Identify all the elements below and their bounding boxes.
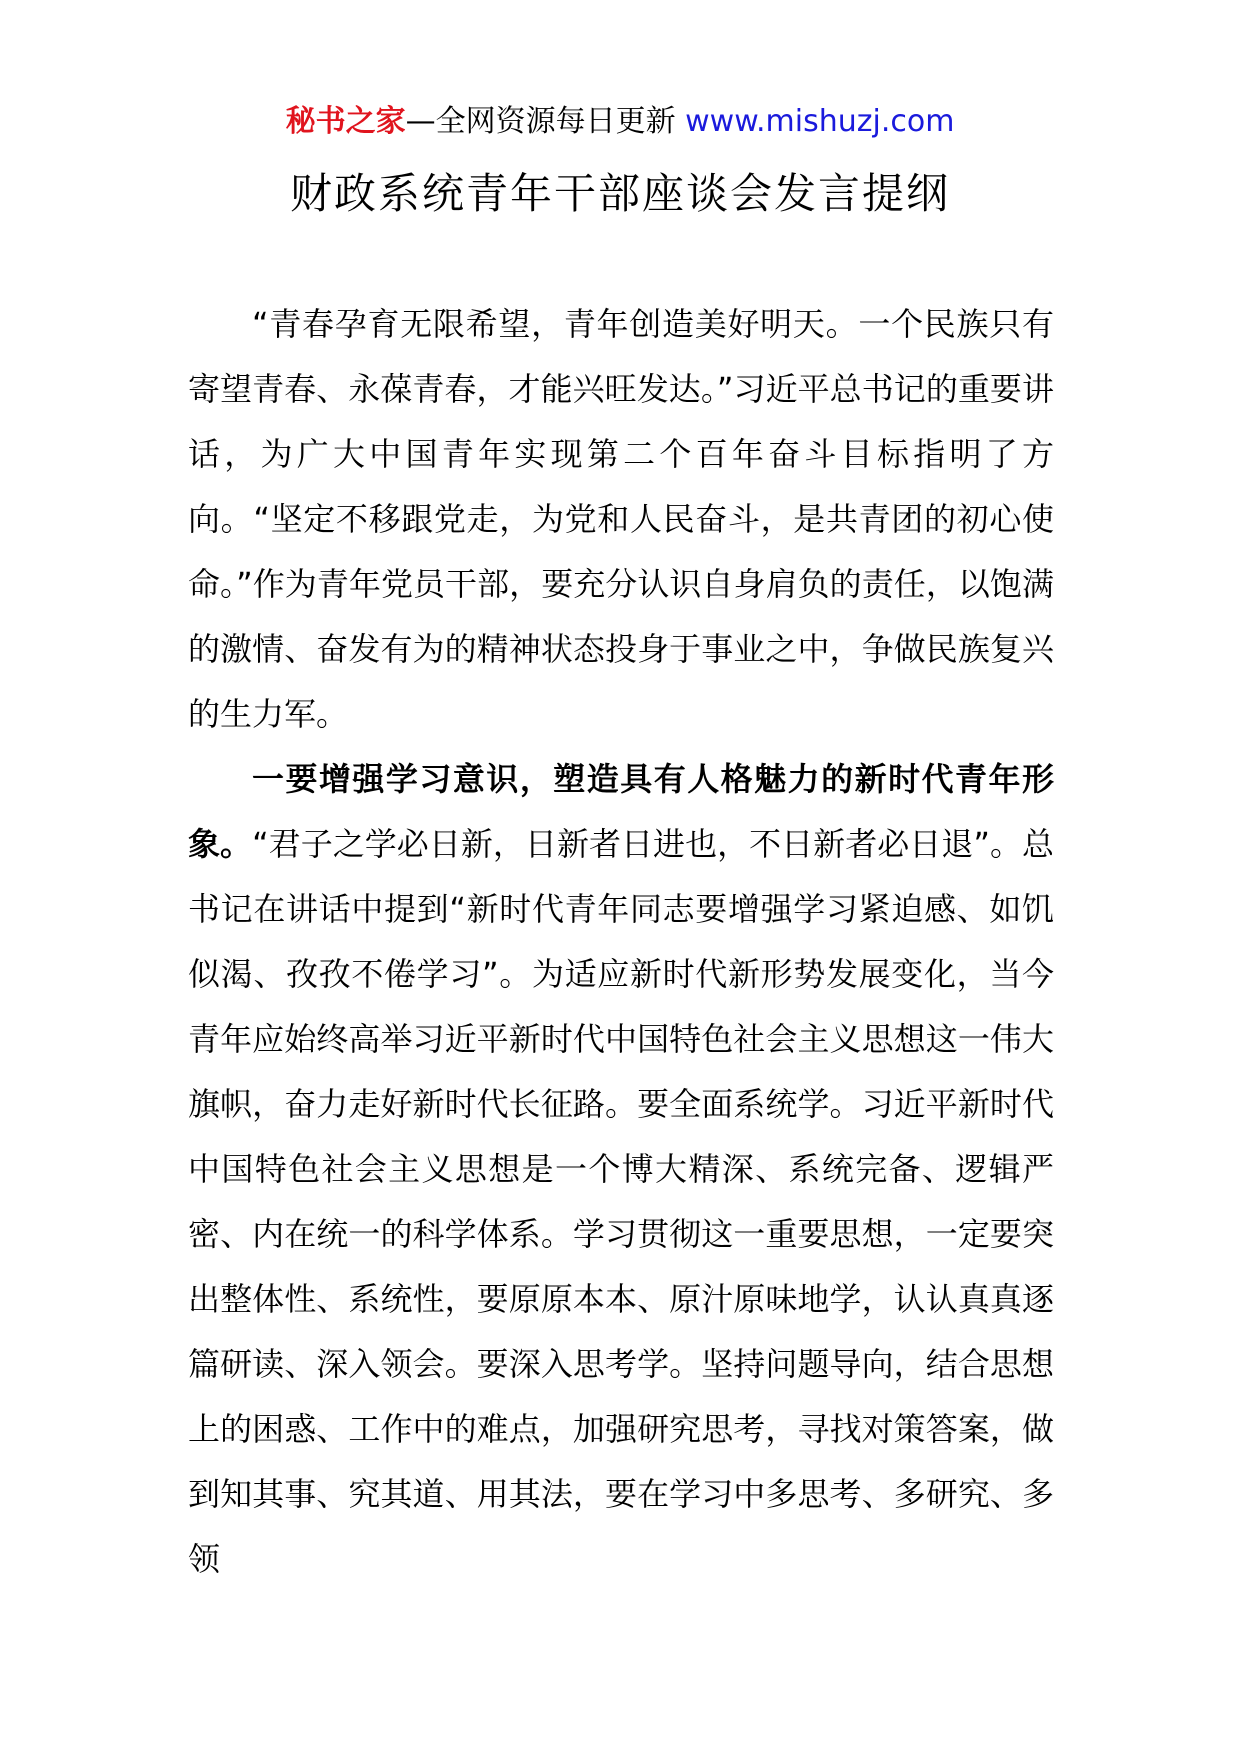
brand-name: 秘书之家 — [285, 104, 406, 139]
site-header — [0, 100, 1240, 144]
header-slogan: —全网资源每日更新 — [405, 104, 686, 139]
paragraph-text: “君子之学必日新，日新者日进也，不日新者必日退”。总书记在讲话中提到“新时代青年同志要增强学习紧迫感、如饥似渴、孜孜不倦学习”。为适应新时代新形势发展变化，当今青年应始终高举习近平新时代中国特色社会主义思想这一伟大旗帜，奋力走好新时代长征路。要全面系统学。习近平新时代中国特色社会主义思想是一个博大精深、系统完备、逻辑严密、内在统一的科学体系。学习贯彻这一重要思想，一定要突出整体性、系统性，要原原本本、原汁原味地学，认认真真逐篇研读、深入领会。要深入思考学。坚持问题导向，结合思想上的困惑、工作中的难点，加强研究思考，寻找对策答案，做到知其事、究其道、用其法，要在学习中多思考、多研究、多领 — [188, 825, 1054, 1578]
page-title: 财政系统青年干部座谈会发言提纲 — [289, 169, 950, 218]
paragraph-text: “青春孕育无限希望，青年创造美好明天。一个民族只有寄望青春、永葆青春，才能兴旺发达。”习近平总书记的重要讲话，为广大中国青年实现第二个百年奋斗目标指明了方向。“坚定不移跟党走，为党和人民奋斗，是共青团的初心使命。”作为青年党员干部，要充分认识自身肩负的责任，以饱满的激情、奋发有为的精神状态投身于事业之中，争做民族复兴的生力军。 — [188, 305, 1054, 733]
document-body — [188, 292, 1054, 1592]
paragraph-lead: 一要增强学习意识，塑造具有人格魅力的新时代青年形象。 — [188, 760, 1054, 863]
paragraph-point-one — [188, 747, 1054, 1592]
paragraph-intro — [188, 292, 1054, 747]
site-url-link[interactable]: www.mishuzj.com — [685, 104, 955, 139]
